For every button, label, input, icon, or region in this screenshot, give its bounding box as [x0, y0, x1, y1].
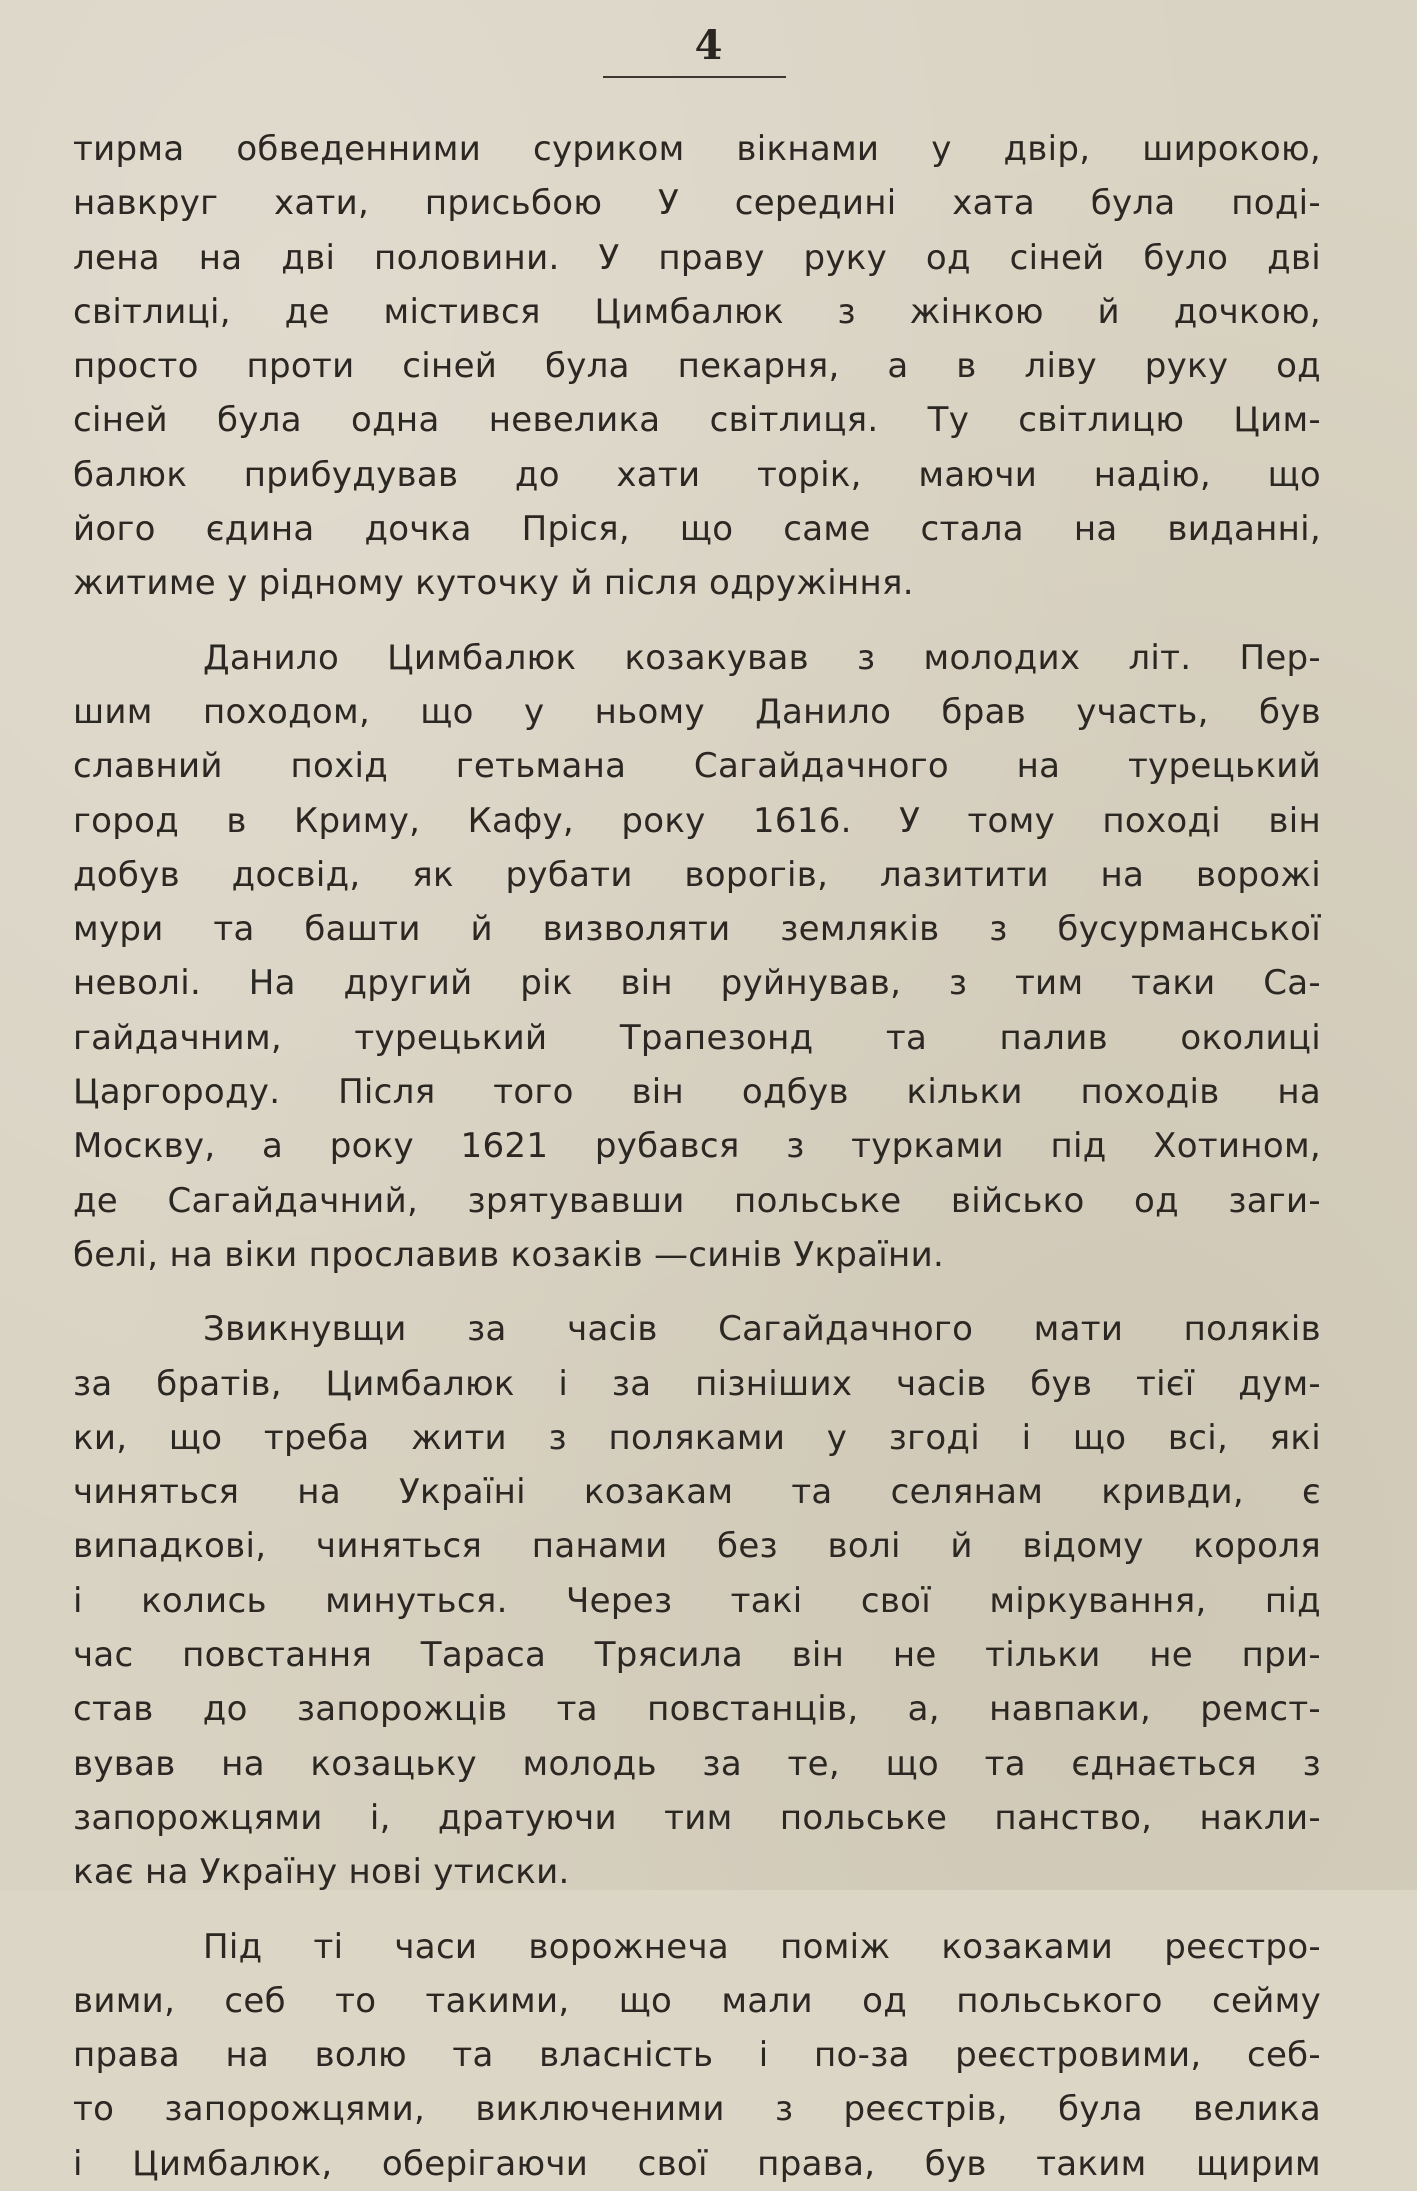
paragraph-4	[73, 1920, 1321, 2191]
text-line: час повстання Тараса Трясила він не тільки не при-	[73, 1635, 1321, 1676]
text-line: Данило Цимбалюк козакував з молодих літ. Пер-	[203, 637, 1321, 678]
text-line: за братів, Цимбалюк і за пізніших часів був тієї дум-	[73, 1363, 1321, 1404]
text-line: і колись минуться. Через такі свої міркування, під	[73, 1580, 1321, 1621]
text-line: випадкові, чиняться панами без волі й відому короля	[73, 1526, 1321, 1567]
page-number: 4	[694, 22, 723, 69]
text-line: гайдачним, турецький Трапезонд та палив околиці	[73, 1017, 1321, 1058]
paragraph-3	[73, 1302, 1321, 1899]
text-line: лена на дві половини. У праву руку од сіней було дві	[73, 237, 1321, 278]
paragraph-1	[73, 122, 1321, 611]
text-line: чиняться на Україні козакам та селянам кривди, є	[73, 1472, 1321, 1513]
text-line: ки, що треба жити з поляками у згоді і що всі, які	[73, 1417, 1321, 1458]
text-line: і Цимбалюк, оберігаючи свої права, був таким щирим	[73, 2143, 1321, 2184]
paragraph-2	[73, 631, 1321, 1283]
text-line: Звикнувщи за часів Сагайдачного мати поляків	[203, 1309, 1321, 1350]
text-line: вими, себ то такими, що мали од польського сейму	[73, 1980, 1321, 2021]
text-line: мури та башти й визволяти земляків з бусурманської	[73, 909, 1321, 950]
body-text	[73, 122, 1321, 2191]
text-line: славний похід гетьмана Сагайдачного на турецький	[73, 746, 1321, 787]
header-rule	[603, 76, 786, 78]
text-line: шим походом, що у ньому Данило брав участь, був	[73, 691, 1321, 732]
text-line: вував на козацьку молодь за те, що та єднається з	[73, 1743, 1321, 1784]
text-line: город в Криму, Кафу, року 1616. У тому поході він	[73, 800, 1321, 841]
text-line: балюк прибудував до хати торік, маючи надію, що	[73, 454, 1321, 495]
text-line: добув досвід, як рубати ворогів, лазитити на ворожі	[73, 854, 1321, 895]
text-line: права на волю та власність і по-за реєстровими, себ-	[73, 2035, 1321, 2076]
text-line: став до запорожців та повстанців, а, навпаки, ремст-	[73, 1689, 1321, 1730]
text-line: навкруг хати, присьбою У середині хата була поді-	[73, 183, 1321, 224]
text-line: запорожцями і, дратуючи тим польське панство, накли-	[73, 1797, 1321, 1838]
text-line: сіней була одна невелика світлиця. Ту світлицю Цим-	[73, 400, 1321, 441]
text-line: де Сагайдачний, зрятувавши польське військо од заги-	[73, 1180, 1321, 1221]
text-line: неволі. На другий рік він руйнував, з тим таки Са-	[73, 963, 1321, 1004]
text-line: тирма обведенними суриком вікнами у двір, широкою,	[73, 129, 1321, 169]
text-line: кає на Україну нові утиски.	[73, 1852, 570, 1893]
text-line: Під ті часи ворожнеча поміж козаками реєстро-	[203, 1926, 1321, 1967]
text-line: світлиці, де містився Цимбалюк з жінкою й дочкою,	[73, 291, 1321, 332]
text-line: белі, на віки прославив козаків —синів України.	[73, 1234, 945, 1275]
text-line: Москву, а року 1621 рубався з турками під Хотином,	[73, 1126, 1321, 1167]
text-line: житиме у рідному куточку й після одружіння.	[73, 563, 914, 604]
text-line: просто проти сіней була пекарня, а в ліву руку од	[73, 346, 1321, 387]
text-line: його єдина дочка Пріся, що саме стала на виданні,	[73, 509, 1321, 550]
text-line: Царгороду. Після того він одбув кільки походів на	[73, 1072, 1321, 1113]
text-line: то запорожцями, виключеними з реєстрів, була велика	[73, 2089, 1321, 2130]
